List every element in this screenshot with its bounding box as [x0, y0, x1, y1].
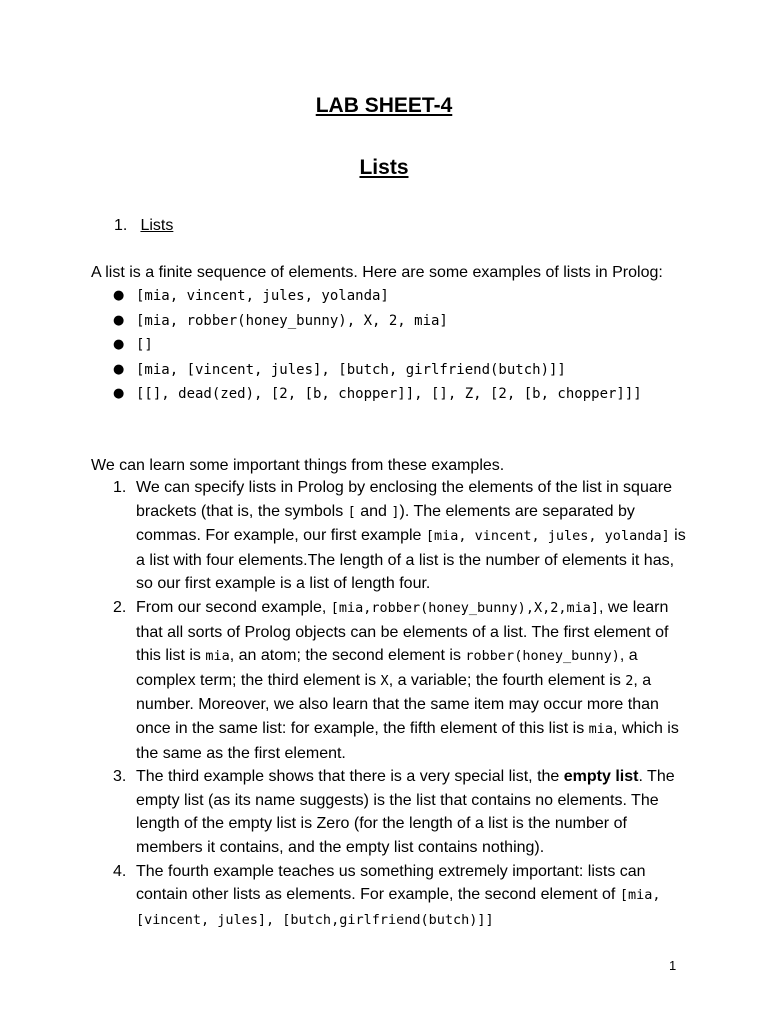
bullet-icon: ● — [113, 337, 125, 352]
point-number: 3. — [113, 768, 127, 786]
point-text: , a complex term; the third element is — [136, 647, 638, 689]
point-text: The third example shows that there is a very special list, the — [136, 768, 564, 786]
code-span: [mia, vincent, jules, yolanda] — [425, 528, 670, 545]
point-text: is a list with four elements.The length of a list is the number of elements it has, so our first example is a list of length four. — [136, 527, 686, 593]
points-list — [91, 476, 691, 932]
intro-paragraph: A list is a finite sequence of elements. Here are some examples of lists in Prolog: — [91, 264, 663, 281]
emphasis-text: empty list — [563, 768, 639, 786]
point-text: From our second example, — [136, 598, 331, 616]
example-code: [mia, robber(honey_bunny), X, 2, mia] — [136, 312, 448, 329]
point-number: 4. — [113, 862, 127, 880]
point-text: , we learn that all sorts of Prolog objects can be elements of a list. The first element of this list is — [136, 598, 669, 665]
code-span: mia — [588, 720, 614, 737]
code-span: ] — [391, 503, 400, 520]
bullet-icon: ● — [113, 386, 125, 401]
list-item — [91, 382, 691, 407]
code-span: 2 — [625, 672, 634, 689]
point-number: 2. — [113, 598, 127, 616]
examples-list — [91, 284, 691, 407]
example-code: [mia, vincent, jules, yolanda] — [136, 288, 389, 304]
example-code: [[], dead(zed), [2, [b, chopper]], [], Z, [2, [b, chopper]]] — [136, 386, 642, 402]
example-code: [] — [136, 337, 153, 353]
section-number: 1. — [114, 217, 128, 234]
code-span: [mia,robber(honey_bunny),X,2,mia] — [330, 599, 599, 616]
code-span: X — [380, 672, 389, 689]
list-item — [91, 284, 691, 309]
bullet-icon: ● — [113, 288, 125, 303]
section-heading — [114, 217, 173, 235]
code-span: [mia, [vincent, jules], [butch,girlfriend(butch)]] — [136, 887, 661, 928]
list-item — [91, 309, 691, 334]
example-code: [mia, [vincent, jules], [butch, girlfriend(butch)]] — [136, 361, 566, 378]
code-span: robber(honey_bunny) — [465, 648, 620, 665]
point-text: . The empty list (as its name suggests) is the list that contains no elements. The length of the empty list is Zero (for the length of a list is the number of members it contains, and the empty list contains nothing). — [136, 768, 675, 856]
page-title: LAB SHEET-4 — [315, 94, 453, 117]
point-text: ). The elements are separated by commas. For example, our first example — [136, 502, 635, 545]
learn-intro: We can learn some important things from these examples. — [91, 457, 505, 474]
list-item — [91, 596, 691, 765]
list-item — [91, 860, 691, 933]
point-text: The fourth example teaches us something extremely important: lists can contain other lists as elements. For example, the second element of — [136, 862, 646, 904]
point-text: , which is the same as the first element. — [136, 719, 679, 762]
page-number: 1 — [669, 958, 677, 973]
list-item — [91, 333, 691, 358]
point-text: , a number. Moreover, we also learn that the same item may occur more than once in the same list: for example, the fifth element of this list is — [136, 671, 659, 737]
bullet-icon: ● — [113, 312, 125, 328]
code-span: mia — [205, 648, 230, 665]
point-text: and — [355, 502, 392, 520]
page-subtitle: Lists — [359, 156, 409, 179]
point-text: , an atom; the second element is — [229, 647, 466, 665]
point-text: We can specify lists in Prolog by enclosing the elements of the list in square brackets (that is, the symbols — [136, 479, 672, 520]
point-number: 1. — [113, 479, 127, 496]
list-item — [91, 765, 691, 859]
code-span: [ — [347, 503, 356, 520]
bullet-icon: ● — [113, 361, 125, 377]
list-item — [91, 358, 691, 383]
section-label: Lists — [140, 217, 174, 234]
list-item — [91, 476, 691, 596]
point-text: , a variable; the fourth element is — [388, 671, 626, 689]
